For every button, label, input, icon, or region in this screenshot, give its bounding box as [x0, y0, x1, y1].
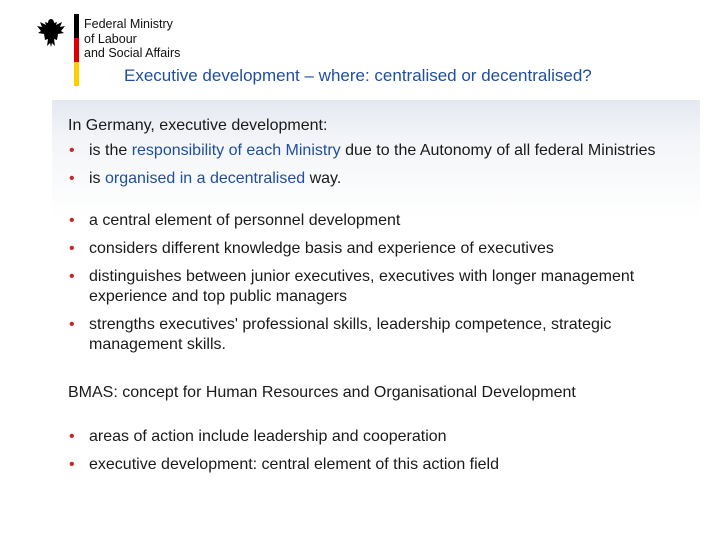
slide-content [68, 116, 688, 483]
highlighted-text: organised in a decentralised [105, 170, 306, 187]
list-item [68, 267, 688, 307]
list-item [68, 455, 688, 475]
ministry-line: Federal Ministry [84, 17, 173, 31]
bullet-list-responsibility [68, 141, 688, 189]
bullet-list-characteristics [68, 211, 688, 355]
federal-eagle-icon [36, 16, 66, 50]
flag-stripe-gold [74, 62, 79, 86]
flag-stripe-black [74, 14, 79, 38]
flag-bar [74, 14, 79, 86]
highlighted-text: responsibility of each Ministry [131, 142, 341, 159]
bullet-icon: • [69, 428, 75, 445]
item-text: way. [305, 170, 342, 187]
list-item [68, 169, 688, 189]
item-text: executive development: central element of this action field [89, 456, 500, 473]
bullet-icon: • [69, 240, 75, 257]
item-text: due to the Autonomy of all federal Ministries [340, 142, 656, 159]
item-text: strengths executives' professional skills, leadership competence, strategic management skills. [89, 316, 612, 353]
list-item [68, 141, 688, 161]
bullet-icon: • [69, 456, 75, 473]
ministry-line: of Labour [84, 31, 137, 46]
bullet-icon: • [69, 212, 75, 229]
item-text: is [89, 170, 105, 187]
bullet-icon: • [69, 142, 75, 159]
list-item [68, 239, 688, 259]
bullet-icon: • [69, 170, 75, 187]
bullet-icon: • [69, 316, 75, 333]
item-text: is the [89, 142, 132, 159]
item-text: a central element of personnel development [89, 212, 401, 229]
intro-text: In Germany, executive development: [68, 117, 328, 134]
list-item [68, 427, 688, 447]
bullet-list-bmas [68, 427, 688, 475]
list-item [68, 315, 688, 355]
slide-title: Executive development – where: centralised or decentralised? [124, 66, 592, 85]
list-item [68, 211, 688, 231]
ministry-name [84, 17, 180, 61]
item-text: considers different knowledge basis and experience of executives [89, 240, 554, 257]
section-heading: BMAS: concept for Human Resources and Organisational Development [68, 384, 576, 401]
bullet-icon: • [69, 268, 75, 285]
flag-stripe-red [74, 38, 79, 62]
item-text: areas of action include leadership and cooperation [89, 428, 447, 445]
item-text: distinguishes between junior executives, executives with longer management experience and top public managers [89, 268, 635, 305]
ministry-line: and Social Affairs [84, 46, 181, 60]
